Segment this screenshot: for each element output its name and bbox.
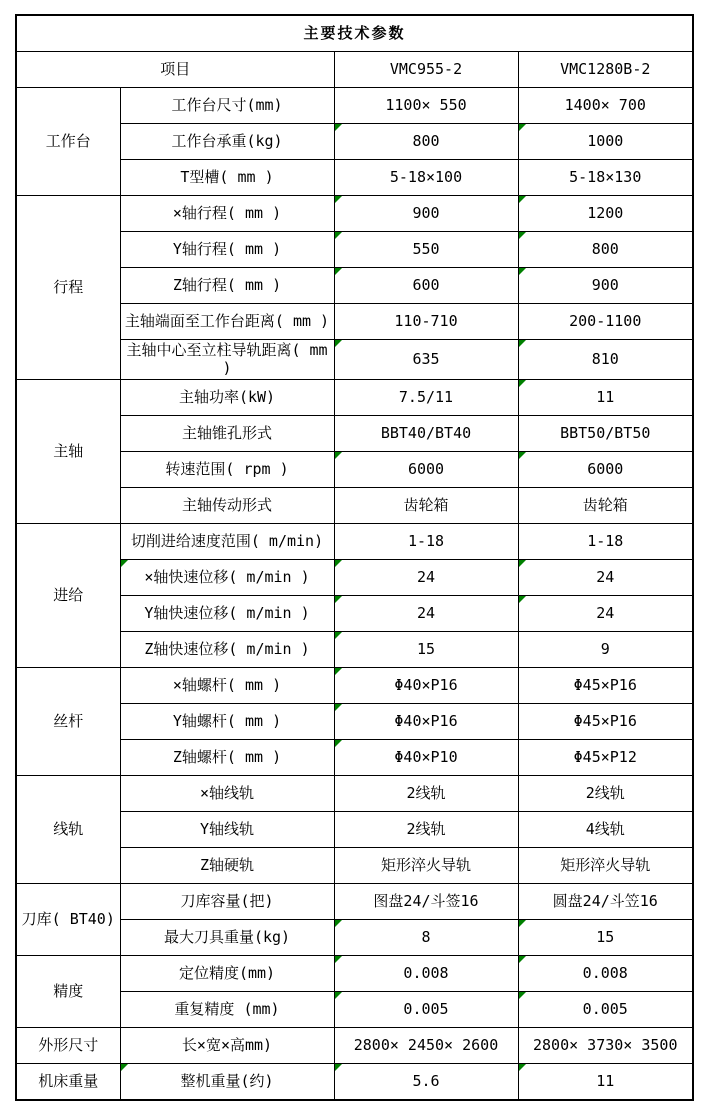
param-cell: Z轴快速位移( m/min ) [120, 632, 334, 668]
value-cell-model-a: 2线轨 [334, 776, 518, 812]
error-triangle-icon [335, 596, 342, 603]
value-cell-model-b: 4线轨 [518, 812, 693, 848]
table-row [16, 1028, 693, 1064]
error-triangle-icon [519, 380, 526, 387]
param-cell: 主轴传动形式 [120, 488, 334, 524]
header-model-b: VMC1280B-2 [518, 51, 693, 87]
category-cell: 工作台 [16, 87, 120, 195]
param-cell: Y轴行程( mm ) [120, 231, 334, 267]
error-triangle-icon [519, 452, 526, 459]
param-cell: 重复精度 (mm) [120, 992, 334, 1028]
table-row [16, 195, 693, 231]
error-triangle-icon [335, 1064, 342, 1071]
error-triangle-icon [519, 340, 526, 347]
param-cell: 工作台承重(kg) [120, 123, 334, 159]
value-cell-model-a: Φ40×P10 [334, 740, 518, 776]
table-row [16, 668, 693, 704]
category-cell: 主轴 [16, 380, 120, 524]
value-cell-model-b: 11 [518, 380, 693, 416]
param-cell: 工作台尺寸(mm) [120, 87, 334, 123]
category-cell: 行程 [16, 195, 120, 380]
error-triangle-icon [519, 268, 526, 275]
category-cell: 进给 [16, 524, 120, 668]
value-cell-model-b: 5-18×130 [518, 159, 693, 195]
table-row [16, 956, 693, 992]
error-triangle-icon [519, 992, 526, 999]
header-row [16, 51, 693, 87]
value-cell-model-a: 24 [334, 596, 518, 632]
error-triangle-icon [335, 668, 342, 675]
value-cell-model-b: 2线轨 [518, 776, 693, 812]
spec-table-body [16, 15, 693, 1100]
param-cell: ×轴线轨 [120, 776, 334, 812]
error-triangle-icon [335, 956, 342, 963]
value-cell-model-b: 齿轮箱 [518, 488, 693, 524]
category-cell: 丝杆 [16, 668, 120, 776]
value-cell-model-b: BBT50/BT50 [518, 416, 693, 452]
error-triangle-icon [519, 232, 526, 239]
param-cell: 长×宽×高mm) [120, 1028, 334, 1064]
param-cell: Y轴快速位移( m/min ) [120, 596, 334, 632]
category-cell: 精度 [16, 956, 120, 1028]
value-cell-model-a: 齿轮箱 [334, 488, 518, 524]
table-row [16, 884, 693, 920]
value-cell-model-a: 800 [334, 123, 518, 159]
error-triangle-icon [335, 196, 342, 203]
category-cell: 线轨 [16, 776, 120, 884]
error-triangle-icon [121, 560, 128, 567]
value-cell-model-a: 2800× 2450× 2600 [334, 1028, 518, 1064]
value-cell-model-a: 6000 [334, 452, 518, 488]
error-triangle-icon [519, 956, 526, 963]
error-triangle-icon [121, 1064, 128, 1071]
value-cell-model-a: 24 [334, 560, 518, 596]
value-cell-model-b: Φ45×P16 [518, 704, 693, 740]
value-cell-model-a: 2线轨 [334, 812, 518, 848]
table-row [16, 87, 693, 123]
value-cell-model-a: 0.005 [334, 992, 518, 1028]
error-triangle-icon [335, 232, 342, 239]
value-cell-model-b: 810 [518, 339, 693, 380]
error-triangle-icon [335, 452, 342, 459]
table-title: 主要技术参数 [16, 15, 693, 51]
param-cell: Z轴行程( mm ) [120, 267, 334, 303]
error-triangle-icon [335, 268, 342, 275]
value-cell-model-a: 1100× 550 [334, 87, 518, 123]
table-row [16, 380, 693, 416]
value-cell-model-a: BBT40/BT40 [334, 416, 518, 452]
header-model-a: VMC955-2 [334, 51, 518, 87]
value-cell-model-b: 15 [518, 920, 693, 956]
error-triangle-icon [519, 124, 526, 131]
value-cell-model-b: 800 [518, 231, 693, 267]
param-cell: Y轴螺杆( mm ) [120, 704, 334, 740]
value-cell-model-b: 900 [518, 267, 693, 303]
value-cell-model-b: 1200 [518, 195, 693, 231]
param-cell: 主轴锥孔形式 [120, 416, 334, 452]
value-cell-model-a: 0.008 [334, 956, 518, 992]
value-cell-model-b: Φ45×P12 [518, 740, 693, 776]
value-cell-model-a: 110-710 [334, 303, 518, 339]
value-cell-model-a: Φ40×P16 [334, 704, 518, 740]
value-cell-model-a: 1-18 [334, 524, 518, 560]
table-row [16, 1064, 693, 1100]
value-cell-model-b: 9 [518, 632, 693, 668]
value-cell-model-a: 图盘24/斗签16 [334, 884, 518, 920]
value-cell-model-b: 2800× 3730× 3500 [518, 1028, 693, 1064]
error-triangle-icon [519, 920, 526, 927]
value-cell-model-a: 5.6 [334, 1064, 518, 1100]
value-cell-model-a: 600 [334, 267, 518, 303]
param-cell: 最大刀具重量(kg) [120, 920, 334, 956]
value-cell-model-a: 635 [334, 339, 518, 380]
error-triangle-icon [335, 740, 342, 747]
value-cell-model-b: 11 [518, 1064, 693, 1100]
value-cell-model-b: 0.005 [518, 992, 693, 1028]
error-triangle-icon [335, 560, 342, 567]
category-cell: 外形尺寸 [16, 1028, 120, 1064]
category-cell: 刀库( BT40) [16, 884, 120, 956]
param-cell: ×轴螺杆( mm ) [120, 668, 334, 704]
header-item-label: 项目 [16, 51, 334, 87]
error-triangle-icon [519, 1064, 526, 1071]
value-cell-model-b: 200-1100 [518, 303, 693, 339]
spec-table [15, 14, 694, 1101]
param-cell: 切削进给速度范围( m/min) [120, 524, 334, 560]
value-cell-model-a: Φ40×P16 [334, 668, 518, 704]
category-cell: 机床重量 [16, 1064, 120, 1100]
param-cell: 定位精度(mm) [120, 956, 334, 992]
value-cell-model-a: 5-18×100 [334, 159, 518, 195]
value-cell-model-a: 8 [334, 920, 518, 956]
param-cell: 转速范围( rpm ) [120, 452, 334, 488]
value-cell-model-b: 1-18 [518, 524, 693, 560]
param-cell: 主轴中心至立柱导轨距离( mm ) [120, 339, 334, 380]
error-triangle-icon [335, 704, 342, 711]
error-triangle-icon [519, 596, 526, 603]
table-row [16, 776, 693, 812]
param-cell: Y轴线轨 [120, 812, 334, 848]
value-cell-model-b: 圆盘24/斗笠16 [518, 884, 693, 920]
param-cell: 刀库容量(把) [120, 884, 334, 920]
value-cell-model-b: Φ45×P16 [518, 668, 693, 704]
error-triangle-icon [335, 632, 342, 639]
param-cell: ×轴快速位移( m/min ) [120, 560, 334, 596]
error-triangle-icon [519, 196, 526, 203]
value-cell-model-a: 7.5/11 [334, 380, 518, 416]
param-cell: T型槽( mm ) [120, 159, 334, 195]
error-triangle-icon [335, 124, 342, 131]
value-cell-model-a: 15 [334, 632, 518, 668]
table-row [16, 524, 693, 560]
value-cell-model-b: 24 [518, 560, 693, 596]
value-cell-model-a: 矩形淬火导轨 [334, 848, 518, 884]
error-triangle-icon [335, 340, 342, 347]
error-triangle-icon [335, 920, 342, 927]
value-cell-model-b: 24 [518, 596, 693, 632]
error-triangle-icon [519, 560, 526, 567]
title-row [16, 15, 693, 51]
param-cell: 整机重量(约) [120, 1064, 334, 1100]
param-cell: 主轴端面至工作台距离( mm ) [120, 303, 334, 339]
value-cell-model-b: 6000 [518, 452, 693, 488]
error-triangle-icon [335, 992, 342, 999]
param-cell: Z轴硬轨 [120, 848, 334, 884]
value-cell-model-b: 0.008 [518, 956, 693, 992]
param-cell: Z轴螺杆( mm ) [120, 740, 334, 776]
value-cell-model-a: 900 [334, 195, 518, 231]
value-cell-model-b: 矩形淬火导轨 [518, 848, 693, 884]
param-cell: ×轴行程( mm ) [120, 195, 334, 231]
value-cell-model-b: 1000 [518, 123, 693, 159]
value-cell-model-a: 550 [334, 231, 518, 267]
value-cell-model-b: 1400× 700 [518, 87, 693, 123]
param-cell: 主轴功率(kW) [120, 380, 334, 416]
